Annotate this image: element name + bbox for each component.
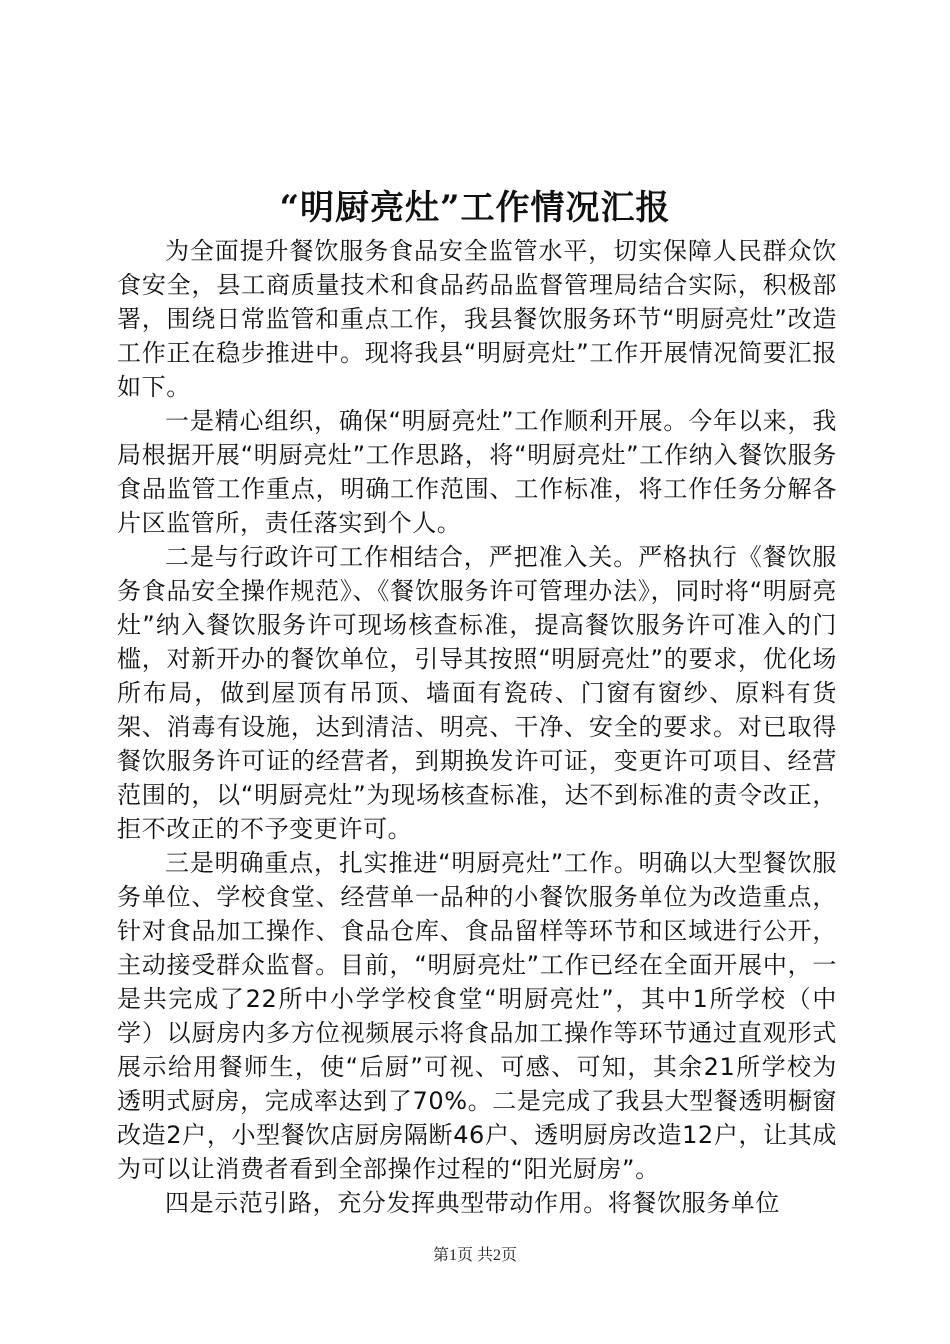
paragraph-organization: 一是精心组织，确保“明厨亮灶”工作顺利开展。今年以来，我局根据开展“明厨亮灶”工作思路，将“明厨亮灶”工作纳入餐饮服务食品监管工作重点，明确工作范围、工作标准，将工作任务分解各片区监管所，责任落实到个人。 (117, 407, 837, 537)
paragraph-licensing: 二是与行政许可工作相结合，严把准入关。严格执行《餐饮服务食品安全操作规范》、《餐饮服务许可管理办法》，同时将“明厨亮灶”纳入餐饮服务许可现场核查标准，提高餐饮服务许可准入的门槛，对新开办的餐饮单位，引导其按照“明厨亮灶”的要求，优化场所布局，做到屋顶有吊顶、墙面有瓷砖、门窗有窗纱、原料有货架、消毒有设施，达到清洁、明亮、干净、安全的要求。对已取得餐饮服务许可证的经营者，到期换发许可证，变更许可项目、经营范围的，以“明厨亮灶”为现场核查标准，达不到标准的责令改正，拒不改正的不予变更许可。 (117, 543, 837, 843)
paragraph-intro: 为全面提升餐饮服务食品安全监管水平，切实保障人民群众饮食安全，县工商质量技术和食品药品监督管理局结合实际，积极部署，围绕日常监管和重点工作，我县餐饮服务环节“明厨亮灶”改造工作正在稳步推进中。现将我县“明厨亮灶”工作开展情况简要汇报如下。 (117, 237, 837, 401)
document-body (117, 234, 837, 1220)
document-title: “明厨亮灶”工作情况汇报 (279, 188, 671, 228)
paragraph-demonstration: 四是示范引路，充分发挥典型带动作用。将餐饮服务单位 (165, 1189, 780, 1217)
page-number-footer: 第1页 共2页 (432, 1247, 517, 1264)
paragraph-key-points: 三是明确重点，扎实推进“明厨亮灶”工作。明确以大型餐饮服务单位、学校食堂、经营单一品种的小餐饮服务单位为改造重点，针对食品加工操作、食品仓库、食品留样等环节和区域进行公开，主动接受群众监督。目前，“明厨亮灶”工作已经在全面开展中，一是共完成了22所中小学学校食堂“明厨亮灶”，其中1所学校（中学）以厨房内多方位视频展示将食品加工操作等环节通过直观形式展示给用餐师生，使“后厨”可视、可感、可知，其余21所学校为透明式厨房，完成率达到了70%。二是完成了我县大型餐透明橱窗改造2户，小型餐饮店厨房隔断46户、透明厨房改造12户，让其成为可以让消费者看到全部操作过程的“阳光厨房”。 (117, 849, 837, 1183)
